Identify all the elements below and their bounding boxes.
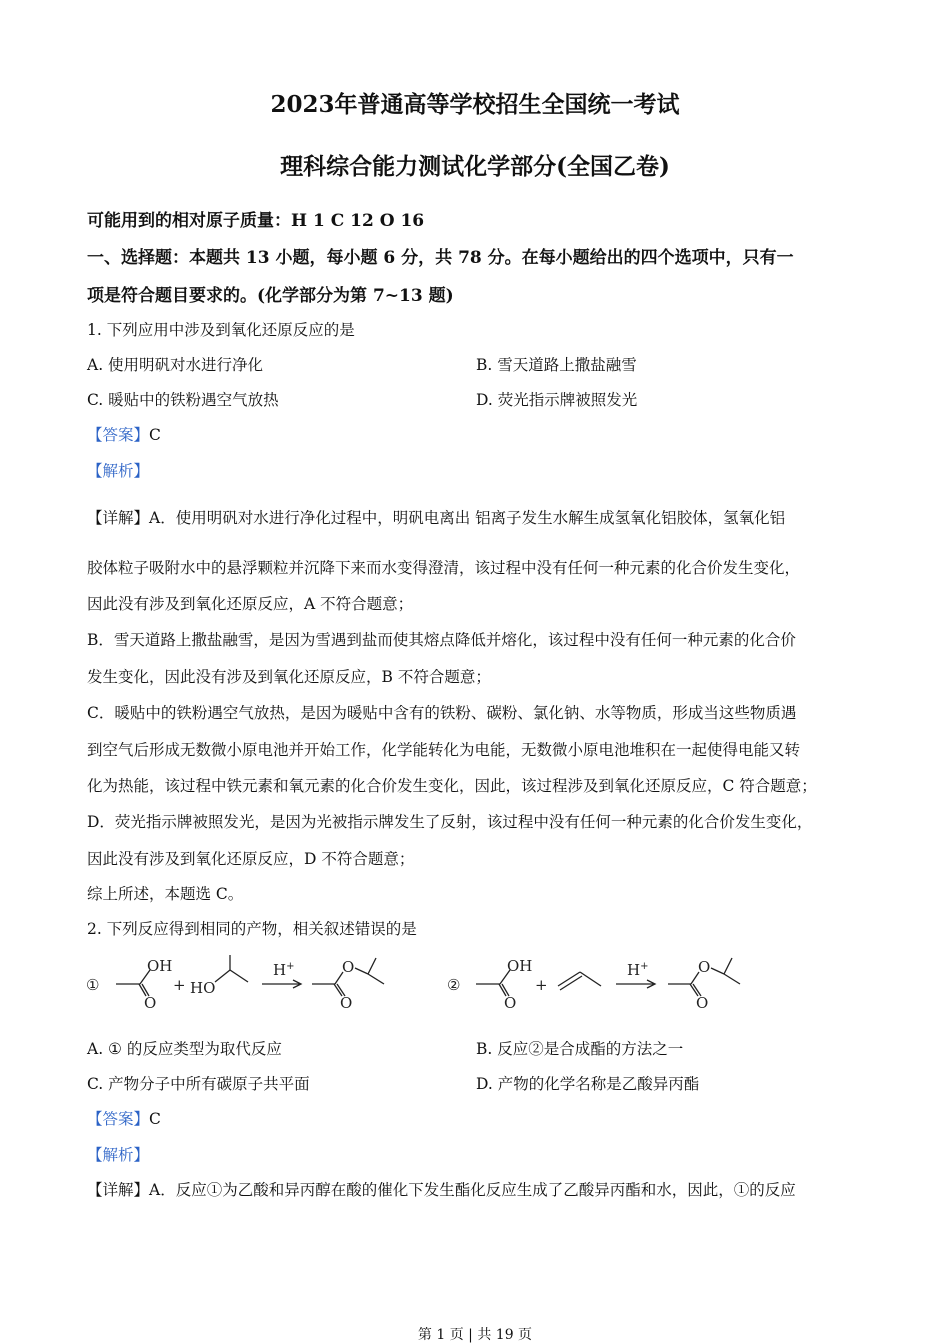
- q1-detail-line-9: D．荧光指示牌被照发光，是因为光被指示牌发生了反射，该过程中没有任何一种元素的化合价发生变化，: [87, 813, 813, 831]
- rxn2-plus: +: [535, 976, 548, 994]
- q1-option-d: D. 荧光指示牌被照发光: [476, 391, 638, 409]
- q2-detail-line-1: [87, 1178, 796, 1200]
- q2-detail-label: 【详解】: [87, 1181, 150, 1199]
- rxn2-carbonyl-o: O: [696, 994, 709, 1012]
- q2-option-d: D. 产物的化学名称是乙酸异丙酯: [476, 1075, 700, 1093]
- q2-option-a: A. ① 的反应类型为取代反应: [87, 1040, 282, 1058]
- rxn2-catalyst: [627, 961, 648, 979]
- rxn1-ester-bond-3: [355, 968, 368, 974]
- q1-detail-line-8: 化为热能，该过程中铁元素和氧元素的化合价发生变化，因此，该过程涉及到氧化还原反应，C 符合题意；: [87, 777, 817, 795]
- q1-option-c: C. 暖贴中的铁粉遇空气放热: [87, 391, 279, 409]
- q1-detail-line-10: 因此没有涉及到氧化还原反应，D 不符合题意；: [87, 850, 415, 868]
- q2-stem: 2. 下列反应得到相同的产物，相关叙述错误的是: [87, 920, 417, 938]
- rxn2-ester-bond-4: [724, 958, 732, 974]
- rxn1-alcohol-ho: HO: [190, 979, 216, 997]
- exam-subtitle: 理科综合能力测试化学部分(全国乙卷): [280, 153, 670, 180]
- rxn1-plus: +: [173, 976, 186, 994]
- q1-detail-label: 【详解】: [87, 509, 150, 527]
- q1-summary: 综上所述，本题选 C。: [87, 885, 244, 903]
- q1-answer: [87, 423, 161, 445]
- rxn1-catalyst: [273, 961, 294, 979]
- q1-detail-line-2: 胶体粒子吸附水中的悬浮颗粒并沉降下来而水变得澄清，该过程中没有任何一种元素的化合价发生变化，: [87, 559, 801, 577]
- section-heading-line1: 一、选择题：本题共 13 小题，每小题 6 分，共 78 分。在每小题给出的四个选项中，只有一: [87, 248, 794, 268]
- rxn2-ester-o: O: [698, 958, 711, 976]
- page-footer: 第 1 页 | 共 19 页: [417, 1327, 533, 1343]
- rxn1-label: ①: [86, 976, 100, 994]
- q1-option-a: A. 使用明矾对水进行净化: [87, 356, 264, 374]
- rxn2-ester-bond-3: [711, 968, 724, 974]
- rxn1-alcohol-bond-1: [215, 970, 230, 982]
- q1-detail-line-3: 因此没有涉及到氧化还原反应，A 不符合题意；: [87, 595, 414, 613]
- q2-detail-text: A．反应①为乙酸和异丙醇在酸的催化下发生酯化反应生成了乙酸异丙酯和水，因此，①的反应: [149, 1181, 796, 1199]
- q1-stem: 1. 下列应用中涉及到氧化还原反应的是: [87, 321, 355, 339]
- rxn1-ester-bond-5: [368, 974, 384, 984]
- rxn2-acid-o: O: [504, 994, 517, 1012]
- rxn1-acid-oh: OH: [147, 957, 173, 975]
- q1-detail-line-1: [87, 506, 785, 528]
- exam-title: 2023年普通高等学校招生全国统一考试: [270, 91, 680, 118]
- rxn1-acid-o: O: [144, 994, 157, 1012]
- q1-detail-text-1: A．使用明矾对水进行净化过程中，明矾电离出 铝离子发生水解生成氢氧化铝胶体，氢氧化铝: [149, 509, 786, 527]
- atomic-mass-note: 可能用到的相对原子质量：H 1 C 12 O 16: [87, 211, 425, 231]
- q1-detail-line-5: 发生变化，因此没有涉及到氧化还原反应，B 不符合题意；: [87, 668, 491, 686]
- rxn1-ester-o: O: [342, 958, 355, 976]
- rxn2-acid-oh: OH: [507, 957, 533, 975]
- rxn2-propene-single-bond: [580, 972, 601, 986]
- q1-analysis: [87, 459, 149, 481]
- q2-answer: [87, 1107, 161, 1129]
- q1-detail-line-4: B．雪天道路上撒盐融雪，是因为雪遇到盐而使其熔点降低并熔化，该过程中没有任何一种元素的化合价: [87, 631, 796, 649]
- q1-detail-line-7: 到空气后形成无数微小原电池并开始工作，化学能转化为电能，无数微小原电池堆积在一起使得电能又转: [87, 741, 801, 759]
- q2-answer-label: 【答案】: [87, 1110, 150, 1128]
- q2-analysis: [87, 1143, 149, 1165]
- reaction-scheme: [80, 950, 780, 1024]
- q1-answer-label: 【答案】: [87, 426, 150, 444]
- rxn2-catalyst-plus: +: [640, 961, 649, 972]
- q2-option-c: C. 产物分子中所有碳原子共平面: [87, 1075, 310, 1093]
- rxn2-label: ②: [447, 976, 461, 994]
- rxn1-catalyst-h: H: [273, 961, 287, 979]
- q1-detail-line-6: C．暖贴中的铁粉遇空气放热，是因为暖贴中含有的铁粉、碳粉、氯化钠、水等物质，形成当这些物质遇: [87, 704, 797, 722]
- q1-analysis-label: 【解析】: [87, 462, 150, 480]
- q2-answer-value: C: [149, 1110, 161, 1128]
- q1-answer-value: C: [149, 426, 161, 444]
- rxn2-ester-bond-5: [724, 974, 740, 984]
- q2-option-b: B. 反应②是合成酯的方法之一: [476, 1040, 684, 1058]
- rxn1-catalyst-plus: +: [286, 961, 295, 972]
- rxn1-carbonyl-o: O: [340, 994, 353, 1012]
- rxn1-alcohol-bond-3: [230, 970, 248, 982]
- q1-option-b: B. 雪天道路上撒盐融雪: [476, 356, 637, 374]
- rxn2-catalyst-h: H: [627, 961, 641, 979]
- rxn1-ester-bond-4: [368, 958, 376, 974]
- section-heading-line2: 项是符合题目要求的。(化学部分为第 7~13 题): [87, 286, 454, 306]
- q2-analysis-label: 【解析】: [87, 1146, 150, 1164]
- reaction-scheme-svg: [80, 950, 780, 1020]
